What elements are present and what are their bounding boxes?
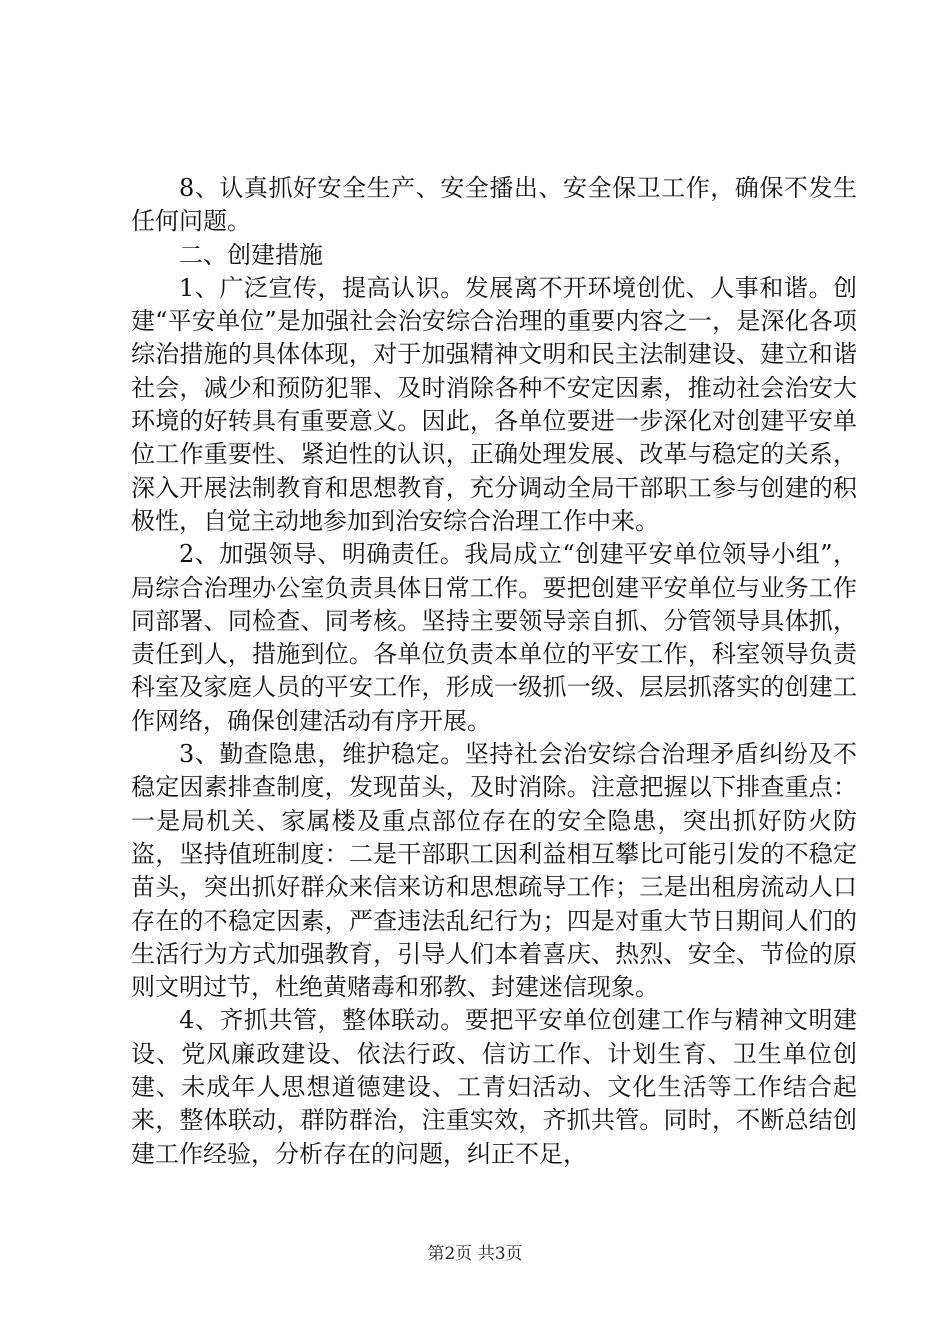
paragraph-item-8: 8、认真抓好安全生产、安全播出、安全保卫工作，确保不发生任何问题。 [131,174,857,236]
paragraph-measure-2: 2、加强领导、明确责任。我局成立“创建平安单位领导小组”，局综合治理办公室负责具体日常工作。要把创建平安单位与业务工作同部署、同检查、同考核。坚持主要领导亲自抓、分管领导具体抓，责任到人，措施到位。各单位负责本单位的平安工作，科室领导负责科室及家庭人员的平安工作，形成一级抓一级、层层抓落实的创建工作网络，确保创建活动有序开展。 [131,540,857,735]
paragraph-measure-3: 3、勤查隐患，维护稳定。坚持社会治安综合治理矛盾纠纷及不稳定因素排查制度，发现苗头，及时消除。注意把握以下排查重点：一是局机关、家属楼及重点部位存在的安全隐患，突出抓好防火防盗，坚持值班制度：二是干部职工因利益相互攀比可能引发的不稳定苗头，突出抓好群众来信来访和思想疏导工作；三是出租房流动人口存在的不稳定因素，严查违法乱纪行为；四是对重大节日期间人们的生活行为方式加强教育，引导人们本着喜庆、热烈、安全、节俭的原则文明过节，杜绝黄赌毒和邪教、封建迷信现象。 [131,740,857,1002]
document-body [131,172,857,1171]
section-heading-measures: 二、创建措施 [179,240,323,269]
page-number-footer: 第2页 共3页 [427,1244,523,1264]
paragraph-measure-4: 4、齐抓共管，整体联动。要把平安单位创建工作与精神文明建设、党风廉政建设、依法行政、信访工作、计划生育、卫生单位创建、未成年人思想道德建设、工青妇活动、文化生活等工作结合起来，整体联动，群防群治，注重实效，齐抓共管。同时，不断总结创建工作经验，分析存在的问题，纠正不足， [131,1006,857,1168]
paragraph-measure-1: 1、广泛宣传，提高认识。发展离不开环境创优、人事和谐。创建“平安单位”是加强社会治安综合治理的重要内容之一，是深化各项综治措施的具体体现，对于加强精神文明和民主法制建设、建立和谐社会，减少和预防犯罪、及时消除各种不安定因素，推动社会治安大环境的好转具有重要意义。因此，各单位要进一步深化对创建平安单位工作重要性、紧迫性的认识，正确处理发展、改革与稳定的关系，深入开展法制教育和思想教育，充分调动全局干部职工参与创建的积极性，自觉主动地参加到治安综合治理工作中来。 [131,273,857,535]
